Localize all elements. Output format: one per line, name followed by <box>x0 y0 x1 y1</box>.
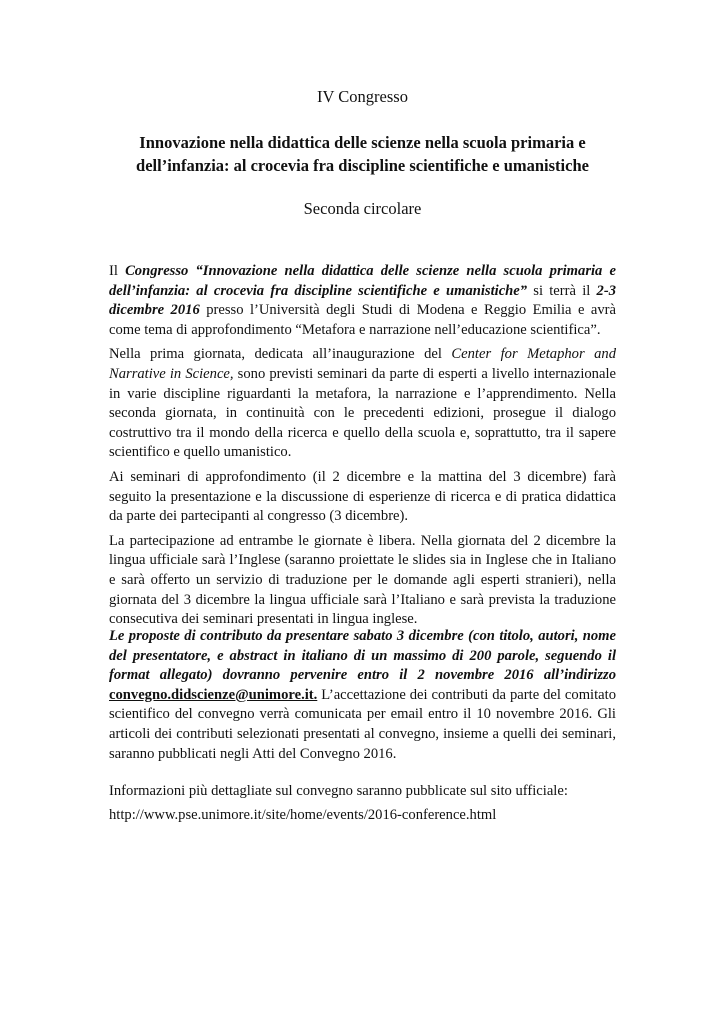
proposals-email-link[interactable]: convegno.didscienze@unimore.it. <box>109 686 318 703</box>
intro-paragraph-2 <box>109 345 616 463</box>
info-url-link[interactable]: http://www.pse.unimore.it/site/home/events/2016-conference.html <box>109 806 497 823</box>
intro-p2-center: Center for Metaphor and Narrative in Science, <box>109 346 616 382</box>
intro-paragraph-3: Ai seminari di approfondimento (il 2 dicembre e la mattina del 3 dicembre) farà seguito la presentazione e la discussione di esperienze di ricerca e di pratica didattica da parte dei partecipanti al congresso (3 dicembre). <box>109 468 616 525</box>
intro-paragraph-1 <box>109 262 616 340</box>
proposals-tail: L’accettazione dei contributi da parte del comitato scientifico del convegno verrà comunicata per email entro il 10 novembre 2016. Gli articoli dei contributi selezionati presentati al convegno, insieme a quelli dei seminari, saranno pubblicati negli Atti del Convegno 2016. <box>109 686 616 762</box>
info-section <box>109 782 616 825</box>
intro-p1-tail: presso l’Università degli Studi di Modena e Reggio Emilia e avrà come tema di approfondimento “Metafora e narrazione nell’educazione scientifica”. <box>109 302 616 338</box>
intro-paragraph-4: La partecipazione ad entrambe le giornate è libera. Nella giornata del 2 dicembre la lingua ufficiale sarà l’Inglese (saranno proiettate le slides sia in Inglese che in Italiano e sarà offerto un servizio di traduzione per le domande agli esperti stranieri), nella giornata del 3 dicembre la lingua ufficiale sarà l’Italiano e sarà prevista la traduzione consecutiva dei seminari presentati in lingua inglese. <box>109 532 616 628</box>
circular-label: Seconda circolare <box>303 199 422 218</box>
intro-section <box>109 262 616 635</box>
congress-title-line-2: dell’infanzia: al crocevia fra discipline scientifiche e umanistiche <box>136 156 589 175</box>
intro-p1-dates: 2-3 dicembre 2016 <box>109 282 616 319</box>
proposals-paragraph <box>109 627 616 764</box>
proposals-section <box>109 627 616 769</box>
info-text: Informazioni più dettagliate sul convegno saranno pubblicate sul sito ufficiale: <box>109 783 568 799</box>
intro-p1-lead: Il <box>109 263 126 279</box>
intro-p2-tail: sono previsti seminari da parte di esperti a livello internazionale in varie discipline riguardanti la metafora, la narrazione e l’apprendimento. Nella seconda giornata, in continuità con le precedenti edizioni, prosegue il dialogo costruttivo tra il mondo della ricerca e quello della scuola e, soprattutto, tra il sapere scientifico e quello umanistico. <box>109 365 616 461</box>
congress-title-line-1: Innovazione nella didattica delle scienze nella scuola primaria e <box>139 133 586 152</box>
congress-label: IV Congresso <box>317 87 408 106</box>
congress-title <box>0 131 725 177</box>
intro-p1-mid: si terrà il <box>527 282 597 299</box>
intro-p1-congress-title: Congresso “Innovazione nella didattica delle scienze nella scuola primaria e dell’infanzia: al crocevia fra discipline scientifiche e umanistiche” <box>109 263 616 299</box>
proposals-lead: Le proposte di contributo da presentare sabato 3 dicembre (con titolo, autori, nome del presentatore, e abstract in italiano di un massimo di 200 parole, seguendo il format allegato) dovranno pervenire entro il 2 novembre 2016 all’indirizzo <box>109 628 616 684</box>
intro-p2-lead: Nella prima giornata, dedicata all’inaugurazione del <box>109 346 452 363</box>
